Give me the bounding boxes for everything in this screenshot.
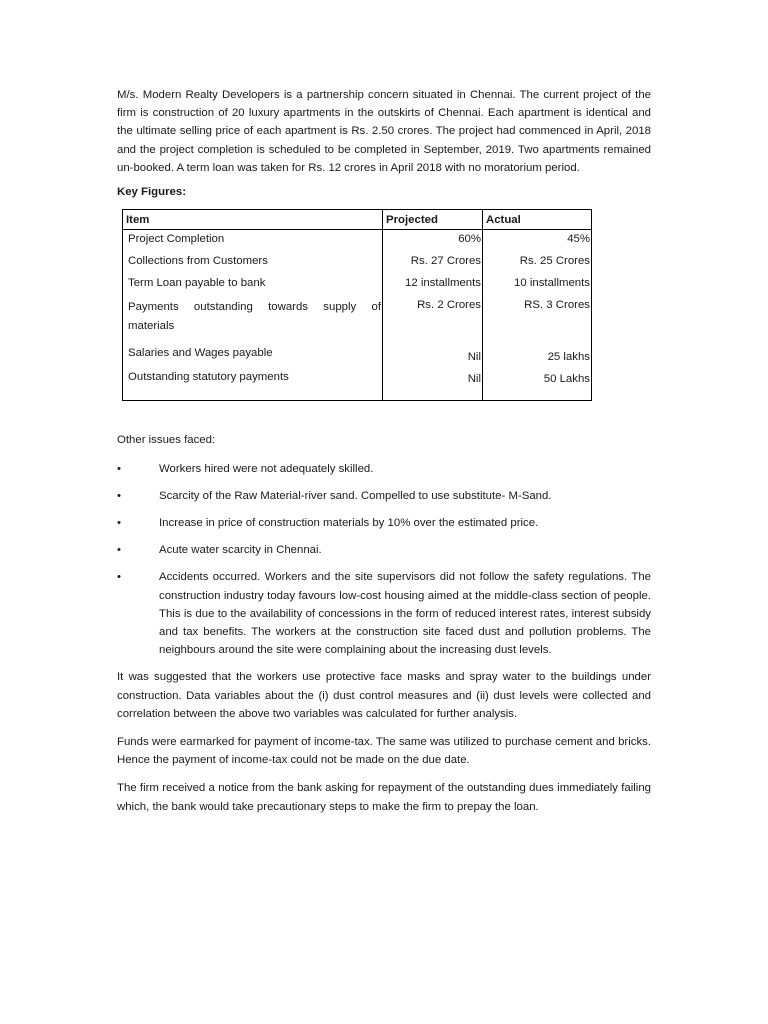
issues-list [117, 460, 651, 660]
table-row [123, 368, 592, 401]
issue-text: Acute water scarcity in Chennai. [159, 544, 322, 557]
row-projected: Rs. 2 Crores [383, 296, 483, 344]
bullet-icon: • [117, 571, 121, 584]
row-projected: Nil [383, 344, 483, 368]
row-item: Term Loan payable to bank [123, 274, 383, 296]
row-item: Collections from Customers [123, 252, 383, 274]
table-header-row [123, 210, 592, 230]
intro-paragraph: M/s. Modern Realty Developers is a partnership concern situated in Chennai. The current project of the firm is construction of 20 luxury apartments in the outskirts of Chennai. Each apartment is identical and the ultimate selling price of each apartment is Rs. 2.50 crores. The project had commenced in April, 2018 and the project completion is scheduled to be completed in September, 2019. Two apartments remained un-booked. A term loan was taken for Rs. 12 crores in April 2018 with no moratorium period. [117, 89, 651, 174]
row-projected: 12 installments [383, 274, 483, 296]
row-item: Salaries and Wages payable [123, 344, 383, 368]
table-row [123, 296, 592, 344]
row-item: Project Completion [123, 230, 383, 253]
list-item [117, 487, 651, 505]
row-item: Outstanding statutory payments [123, 368, 383, 401]
issue-text: Increase in price of construction materials by 10% over the estimated price. [159, 517, 539, 530]
issue-text: Workers hired were not adequately skilled. [159, 462, 374, 475]
bullet-icon: • [117, 517, 121, 530]
row-projected: 60% [383, 230, 483, 253]
key-figures-table [122, 209, 592, 401]
header-projected: Projected [383, 210, 483, 230]
header-actual: Actual [483, 210, 592, 230]
row-projected: Nil [383, 368, 483, 401]
row-actual: 25 lakhs [547, 351, 590, 364]
row-projected: Rs. 27 Crores [383, 252, 483, 274]
bullet-icon: • [117, 489, 121, 502]
issue-text: Accidents occurred. Workers and the site supervisors did not follow the safety regulations. The construction industry today favours low-cost housing aimed at the middle-class section of people. This is due to the availability of concessions in the form of reduced interest rates, interest subsidy and tax benefits. The workers at the construction site faced dust and pollution problems. The neighbours around the site were complaining about the increasing dust levels. [159, 571, 651, 657]
income-tax-paragraph: Funds were earmarked for payment of income-tax. The same was utilized to purchase cement and bricks. Hence the payment of income-tax could not be made on the due date. [117, 736, 651, 767]
key-figures-heading: Key Figures: [117, 186, 186, 199]
bank-notice-paragraph: The firm received a notice from the bank asking for repayment of the outstanding dues immediately failing which, the bank would take precautionary steps to make the firm to prepay the loan. [117, 782, 651, 813]
list-item [117, 514, 651, 532]
dust-control-paragraph: It was suggested that the workers use protective face masks and spray water to the buildings under construction. Data variables about the (i) dust control measures and (ii) dust levels were collected and correlation between the above two variables was calculated for further analysis. [117, 671, 651, 720]
header-item: Item [123, 210, 383, 230]
row-actual: RS. 3 Crores [524, 299, 590, 312]
row-actual: 10 installments [514, 277, 590, 290]
row-item: Payments outstanding towards supply of materials [123, 296, 383, 344]
row-actual: 50 Lakhs [543, 373, 590, 386]
bullet-icon: • [117, 462, 121, 475]
other-issues-heading: Other issues faced: [117, 434, 216, 447]
issue-text: Scarcity of the Raw Material-river sand. Compelled to use substitute- M-Sand. [159, 489, 552, 502]
list-item [117, 541, 651, 559]
table-row [123, 274, 592, 296]
list-item [117, 568, 651, 659]
table-row [123, 230, 592, 253]
table-row [123, 344, 592, 368]
bullet-icon: • [117, 544, 121, 557]
row-actual: 45% [567, 233, 590, 246]
row-actual: Rs. 25 Crores [519, 255, 590, 268]
document-page [117, 86, 651, 826]
table-row [123, 252, 592, 274]
list-item [117, 460, 651, 478]
